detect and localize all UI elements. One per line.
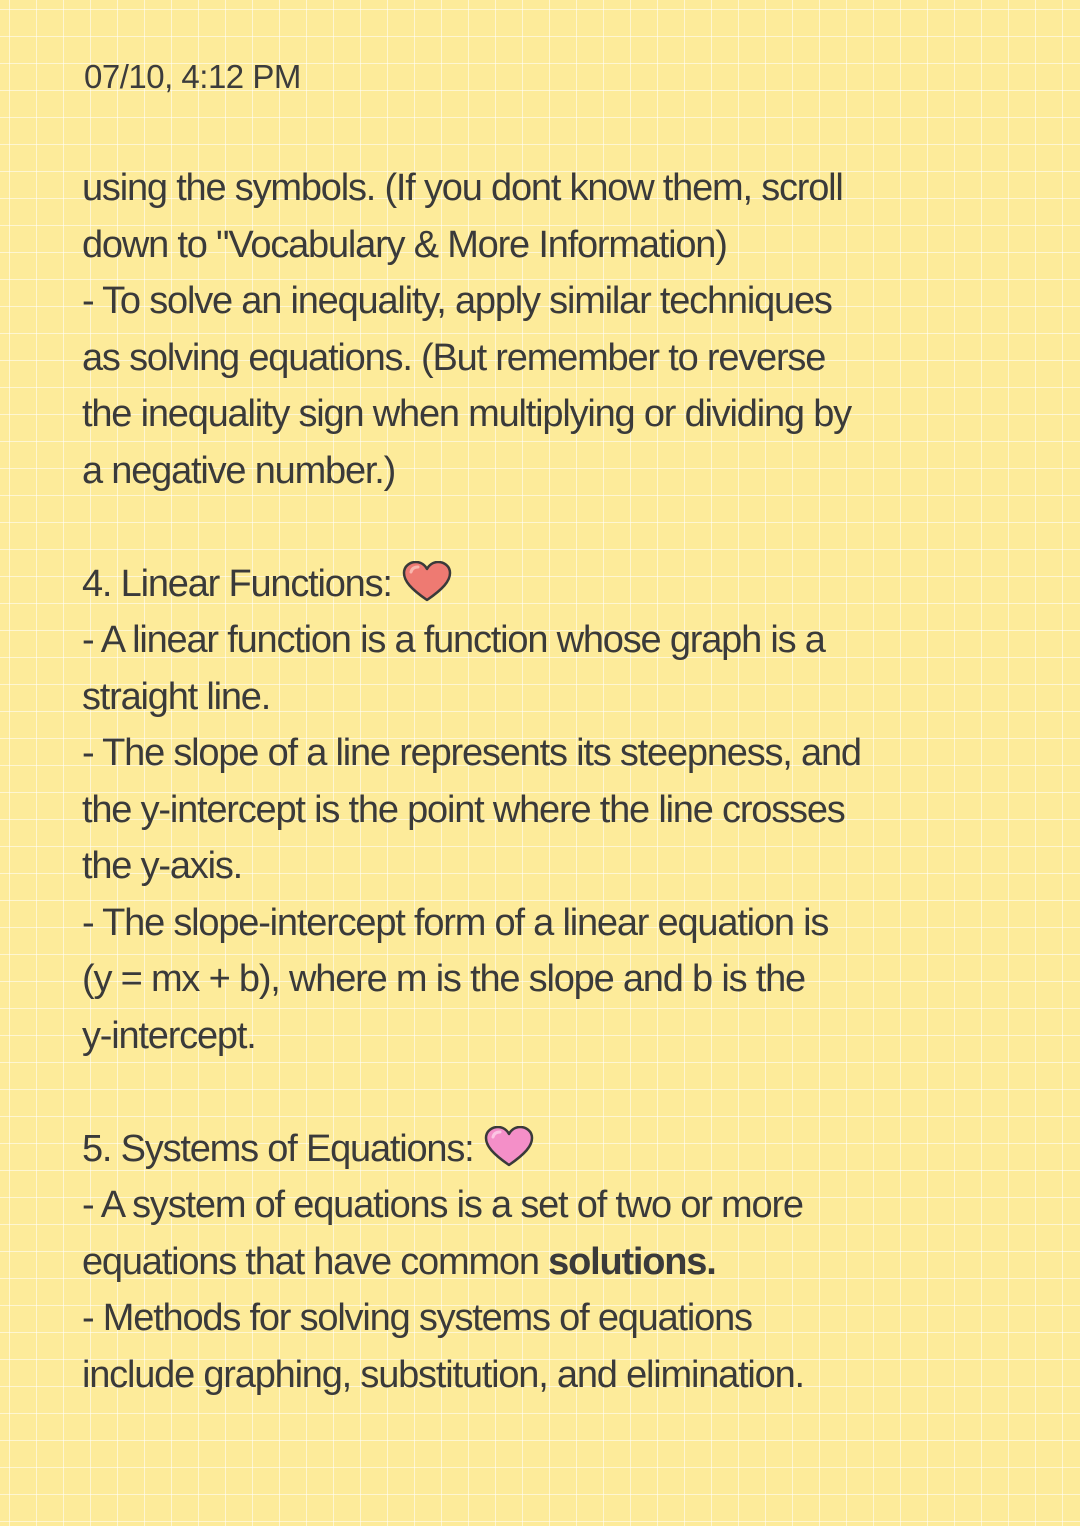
note-line: - To solve an inequality, apply similar techniques bbox=[82, 280, 832, 322]
note-line: - Methods for solving systems of equations bbox=[82, 1297, 752, 1339]
note-line: a negative number.) bbox=[82, 449, 396, 492]
note-line: straight line. bbox=[82, 675, 271, 718]
note-line: the y-intercept is the point where the line crosses bbox=[82, 788, 845, 831]
section-heading-systems-of-equations bbox=[82, 1121, 1022, 1178]
note-text: equations that have common bbox=[82, 1240, 549, 1283]
timestamp: 07/10, 4:12 PM bbox=[84, 58, 301, 95]
note-line: (y = mx + b), where m is the slope and b is the bbox=[82, 958, 805, 1000]
spacer bbox=[82, 499, 1022, 556]
bold-term: solutions. bbox=[548, 1240, 716, 1283]
note-content bbox=[82, 160, 1022, 1403]
note-line: using the symbols. (If you dont know them, scroll bbox=[82, 167, 843, 209]
note-line: down to "Vocabulary & More Information) bbox=[82, 223, 727, 266]
section-heading-label: 4. Linear Functions: bbox=[82, 562, 392, 605]
note-line bbox=[82, 1234, 1022, 1291]
note-line: the y-axis. bbox=[82, 845, 242, 887]
note-line: as solving equations. (But remember to reverse bbox=[82, 336, 826, 379]
section-heading-linear-functions bbox=[82, 556, 1022, 613]
note-line: the inequality sign when multiplying or dividing by bbox=[82, 393, 851, 435]
note-line: - A system of equations is a set of two or more bbox=[82, 1184, 803, 1226]
red-heart-icon bbox=[402, 561, 452, 603]
note-line: - The slope of a line represents its steepness, and bbox=[82, 732, 861, 774]
pink-heart-icon bbox=[484, 1126, 534, 1168]
note-line: - A linear function is a function whose graph is a bbox=[82, 619, 825, 661]
spacer bbox=[82, 1064, 1022, 1121]
note-line: include graphing, substitution, and elimination. bbox=[82, 1353, 804, 1396]
note-line: - The slope-intercept form of a linear equation is bbox=[82, 901, 829, 944]
note-line: y-intercept. bbox=[82, 1014, 256, 1057]
section-heading-label: 5. Systems of Equations: bbox=[82, 1127, 474, 1170]
